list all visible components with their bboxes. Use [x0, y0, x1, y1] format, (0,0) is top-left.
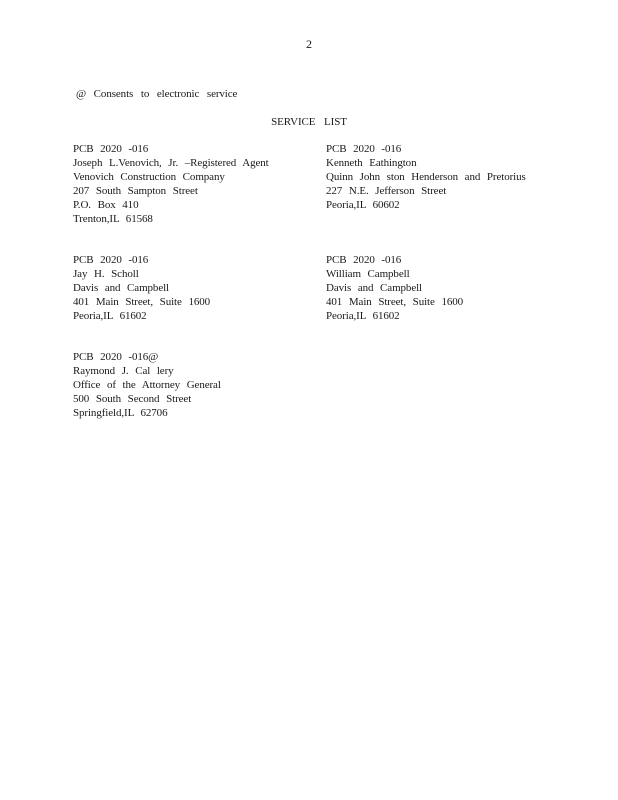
- consent-note: @ Consents to electronic service: [76, 88, 238, 100]
- contact-name: Jay H. Scholl: [73, 268, 139, 280]
- contact-name: William Campbell: [326, 268, 410, 280]
- case-number: PCB 2020 -016: [326, 254, 402, 266]
- street-address: 500 South Second Street: [73, 393, 192, 405]
- contact-name: Joseph L.Venovich, Jr. –Registered Agent: [73, 157, 269, 169]
- case-number: PCB 2020 -016: [73, 143, 149, 155]
- page-number: 2: [306, 37, 312, 51]
- organization: Davis and Campbell: [326, 282, 423, 294]
- organization: Quinn John ston Henderson and Pretorius: [326, 171, 526, 183]
- city-state-zip: Springfield,IL 62706: [73, 407, 168, 419]
- street-address: 227 N.E. Jefferson Street: [326, 185, 447, 197]
- city-state-zip: Trenton,IL 61568: [73, 213, 153, 225]
- service-entry-eathington: [326, 142, 526, 212]
- service-entry-scholl: [73, 253, 210, 323]
- city-state-zip: Peoria,IL 61602: [73, 310, 147, 322]
- service-entry-venovich: [73, 142, 269, 226]
- organization: Davis and Campbell: [73, 282, 170, 294]
- street-address: 401 Main Street, Suite 1600: [326, 296, 464, 308]
- street-address: 401 Main Street, Suite 1600: [73, 296, 211, 308]
- city-state-zip: Peoria,IL 60602: [326, 199, 400, 211]
- street-address: 207 South Sampton Street: [73, 185, 198, 197]
- case-number: PCB 2020 -016@: [73, 351, 159, 363]
- organization: Venovich Construction Company: [73, 171, 225, 183]
- organization: Office of the Attorney General: [73, 379, 221, 391]
- contact-name: Kenneth Eathington: [326, 157, 417, 169]
- case-number: PCB 2020 -016: [73, 254, 149, 266]
- contact-name: Raymond J. Cal lery: [73, 365, 174, 377]
- service-entry-callery: [73, 350, 221, 420]
- service-list-title: SERVICE LIST: [271, 116, 347, 128]
- city-state-zip: Peoria,IL 61602: [326, 310, 400, 322]
- po-box: P.O. Box 410: [73, 199, 139, 211]
- service-entry-campbell: [326, 253, 463, 323]
- case-number: PCB 2020 -016: [326, 143, 402, 155]
